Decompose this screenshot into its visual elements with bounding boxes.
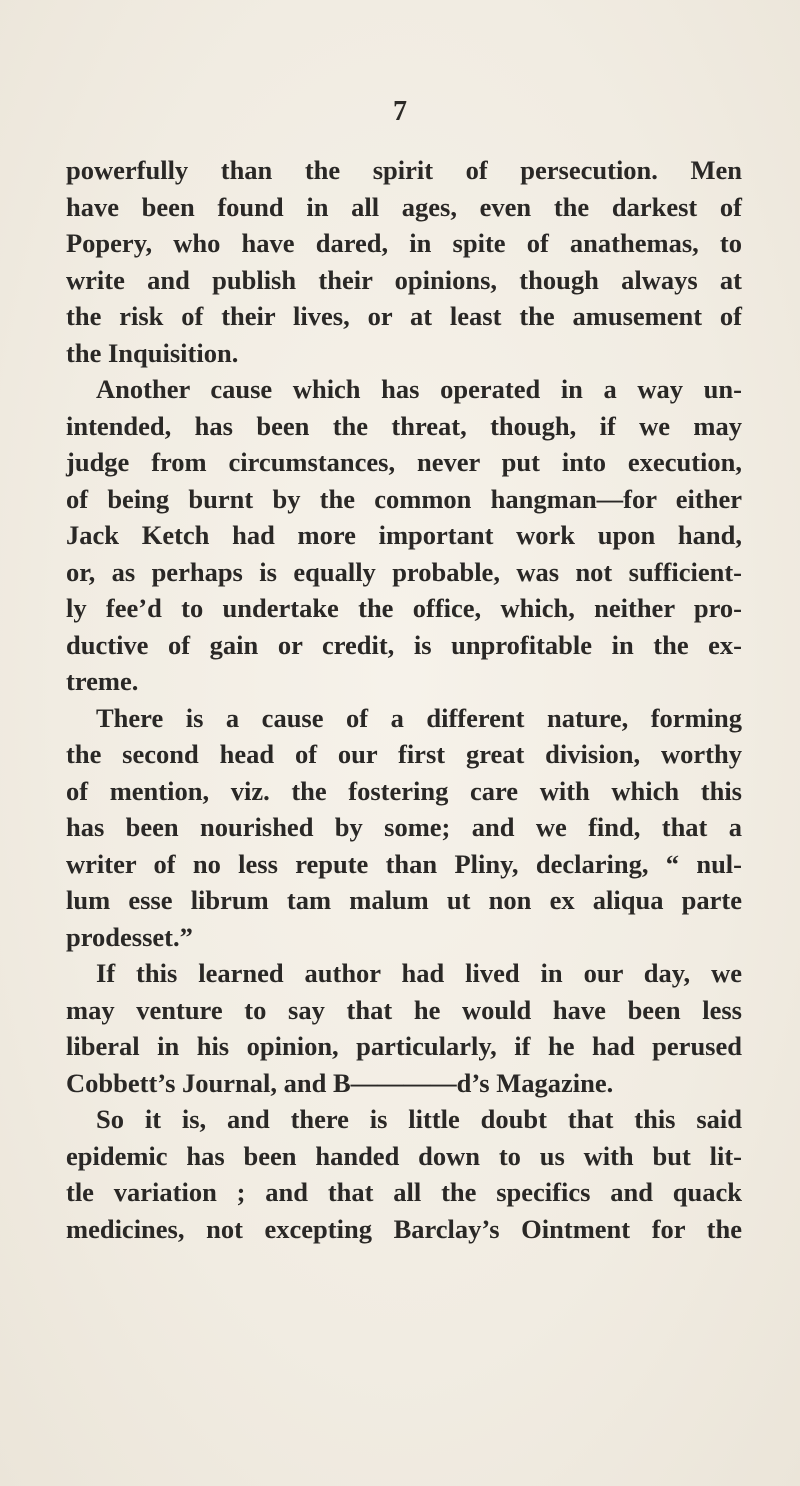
text-line: the Inquisition. (66, 337, 239, 368)
text-line: Jack Ketch had more important work upon hand, (66, 520, 742, 550)
text-line: epidemic has been handed down to us with but lit- (66, 1140, 742, 1171)
text-line: tle variation ; and that all the specifics and quack (66, 1177, 742, 1207)
text-line: write and publish their opinions, though always at (66, 264, 742, 295)
text-line: medicines, not excepting Barclay’s Ointment for the (66, 1213, 742, 1244)
text-line: Popery, who have dared, in spite of anathemas, to (66, 228, 742, 258)
text-line: prodesset.” (66, 921, 193, 952)
text-line: ductive of gain or credit, is unprofitable in the ex- (66, 629, 742, 660)
text-line: writer of no less repute than Pliny, declaring, “ nul- (66, 848, 742, 879)
text-line: treme. (66, 666, 139, 696)
text-line: the second head of our first great division, worthy (66, 739, 742, 769)
text-line: There is a cause of a different nature, forming (96, 702, 742, 733)
text-line: lum esse librum tam malum ut non ex aliqua parte (66, 885, 742, 915)
text-line: liberal in his opinion, particularly, if he had perused (66, 1031, 742, 1061)
text-line: So it is, and there is little doubt that this said (96, 1104, 742, 1134)
text-line: of mention, viz. the fostering care with which this (66, 775, 742, 806)
page-number: 7 (393, 96, 407, 127)
text-line: or, as perhaps is equally probable, was not sufficient- (66, 556, 742, 587)
text-line: ly fee’d to undertake the office, which, neither pro- (66, 593, 742, 623)
text-line: Another cause which has operated in a way un- (96, 374, 742, 404)
text-line: If this learned author had lived in our day, we (96, 958, 742, 988)
text-line: have been found in all ages, even the darkest of (66, 191, 742, 222)
text-line: may venture to say that he would have been less (66, 994, 742, 1025)
text-line: has been nourished by some; and we find, that a (66, 812, 742, 842)
body-text (66, 152, 742, 1247)
text-line: of being burnt by the common hangman—for either (66, 483, 742, 514)
text-line: powerfully than the spirit of persecution. Men (66, 155, 742, 185)
text-line: intended, has been the threat, though, if we may (66, 410, 742, 441)
text-line: the risk of their lives, or at least the amusement of (66, 301, 742, 331)
text-line: judge from circumstances, never put into execution, (66, 447, 742, 477)
text-line: Cobbett’s Journal, and B————d’s Magazine. (66, 1067, 614, 1098)
